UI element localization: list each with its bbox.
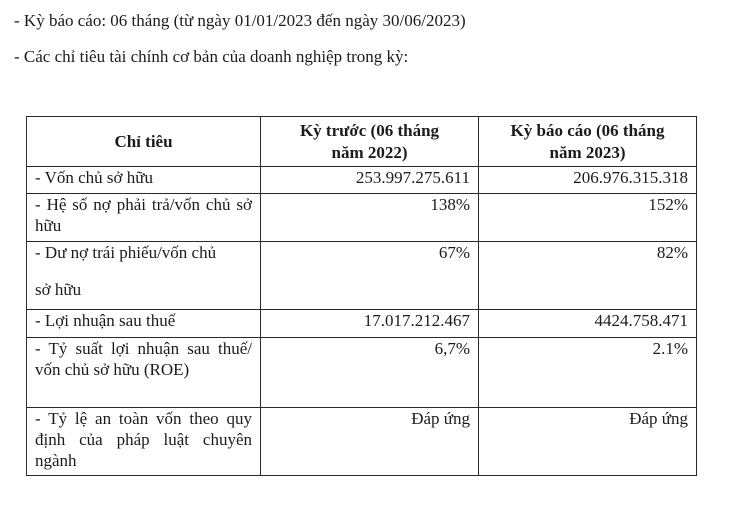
- financial-indicators-intro: - Các chỉ tiêu tài chính cơ bản của doanh nghiệp trong kỳ:: [14, 47, 409, 66]
- financial-indicators-table: [26, 116, 697, 476]
- curr-value: 206.976.315.318: [479, 167, 697, 194]
- curr-value: 82%: [479, 242, 697, 310]
- prev-value: 67%: [261, 242, 479, 310]
- prev-value: 138%: [261, 194, 479, 242]
- prev-value: Đáp ứng: [261, 408, 479, 476]
- table-row: [27, 194, 697, 242]
- curr-value: 2.1%: [479, 338, 697, 408]
- table-row: [27, 408, 697, 476]
- header-reporting-period: Kỳ báo cáo (06 tháng năm 2023): [479, 117, 697, 167]
- report-period-line: - Kỳ báo cáo: 06 tháng (từ ngày 01/01/2023 đến ngày 30/06/2023): [14, 11, 466, 30]
- row-label-equity: - Vốn chủ sở hữu: [27, 167, 261, 194]
- prev-value: 6,7%: [261, 338, 479, 408]
- prev-value: 253.997.275.611: [261, 167, 479, 194]
- row-label-capital-safety: - Tỷ lệ an toàn vốn theo quy định của pháp luật chuyên ngành: [27, 408, 261, 476]
- table-row: [27, 242, 697, 310]
- table-row: [27, 338, 697, 408]
- header-indicator: Chỉ tiêu: [27, 117, 261, 167]
- table-row: [27, 167, 697, 194]
- row-label-debt-ratio: - Hệ số nợ phải trả/vốn chủ sở hữu: [27, 194, 261, 242]
- curr-value: 152%: [479, 194, 697, 242]
- curr-value: Đáp ứng: [479, 408, 697, 476]
- curr-value: 4424.758.471: [479, 310, 697, 338]
- table-row: [27, 310, 697, 338]
- row-label-roe: - Tỷ suất lợi nhuận sau thuế/ vốn chủ sở hữu (ROE): [27, 338, 261, 408]
- prev-value: 17.017.212.467: [261, 310, 479, 338]
- header-previous-period: Kỳ trước (06 tháng năm 2022): [261, 117, 479, 167]
- row-label-net-profit: - Lợi nhuận sau thuế: [27, 310, 261, 338]
- row-label-bond-ratio: - Dư nợ trái phiếu/vốn chủ sở hữu: [27, 242, 261, 310]
- table-header-row: [27, 117, 697, 167]
